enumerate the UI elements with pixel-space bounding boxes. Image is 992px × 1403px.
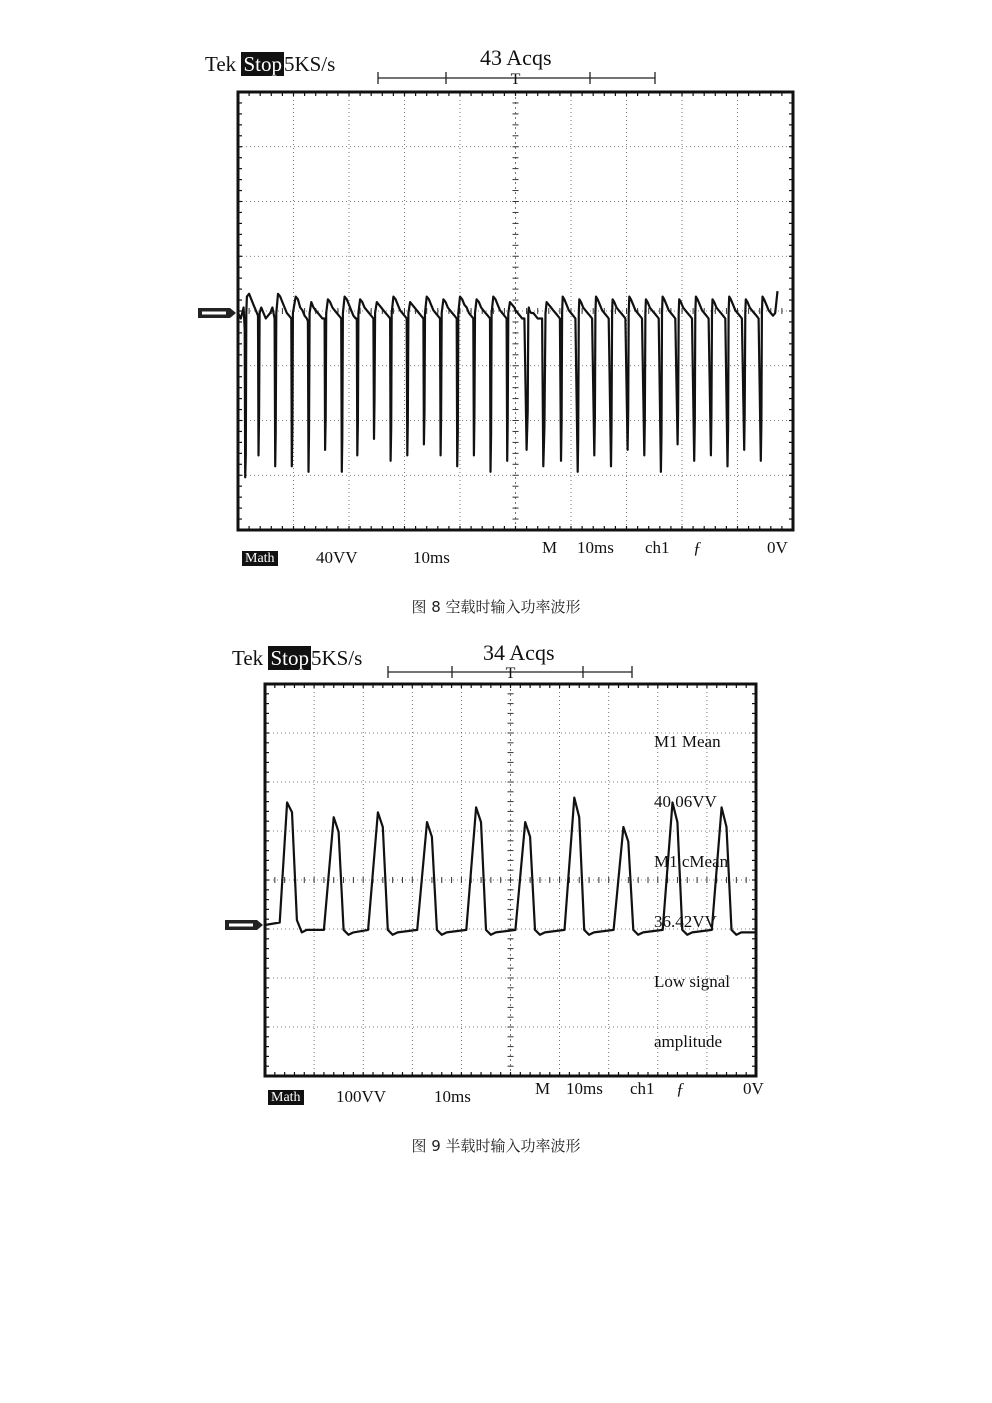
scope-2-trigger-level: 0V xyxy=(743,1079,764,1098)
scope-1-channel: ch1 xyxy=(645,538,670,557)
scope-2-meas-2: M1 cMean xyxy=(654,852,729,871)
scope-1-rate: 5KS/s xyxy=(283,52,336,76)
scope-2-brand: Tek xyxy=(232,646,264,670)
scope-2-m-time: 10ms xyxy=(566,1079,603,1098)
scope-1-caption: 图 8 空载时输入功率波形 xyxy=(411,598,581,616)
scope-2-caption: 图 9 半载时输入功率波形 xyxy=(411,1137,581,1155)
scope-2-channel: ch1 xyxy=(630,1079,655,1098)
scope-2-m-label: M xyxy=(535,1079,551,1098)
scope-2-timebase: 10ms xyxy=(434,1087,471,1106)
scope-1-state-badge: Stop xyxy=(243,52,282,76)
scope-1-m-time: 10ms xyxy=(577,538,614,557)
scope-1-trigger-pos-icon: T xyxy=(510,71,521,88)
scope-1-trigger-icon: ƒ xyxy=(693,538,702,557)
scope-2-meas-5: amplitude xyxy=(654,1032,722,1051)
scope-2-vscale: 100VV xyxy=(336,1087,387,1106)
scope-1-trigger-level: 0V xyxy=(767,538,788,557)
scope-2-meas-0: M1 Mean xyxy=(654,732,721,751)
scope-1-math-badge: Math xyxy=(242,551,278,566)
scope-2-meas-4: Low signal xyxy=(654,972,731,991)
scope-2-ground-marker-icon xyxy=(225,920,263,930)
scope-2-trigger-pos-icon: T xyxy=(505,665,516,682)
scope-2-acqs: 34 Acqs xyxy=(483,640,555,665)
scope-2-math-badge: Math xyxy=(268,1090,304,1105)
scope-2-rate: 5KS/s xyxy=(310,646,363,670)
scope-2-meas-1: 40.06VV xyxy=(654,792,717,811)
scope-2-meas-3: 36.42VV xyxy=(654,912,717,931)
scope-2-measurements xyxy=(654,692,730,1092)
scope-1-m-label: M xyxy=(542,538,558,557)
scope-2-state-badge: Stop xyxy=(270,646,309,670)
scope-1-acqs: 43 Acqs xyxy=(480,45,552,70)
scope-1-vscale: 40VV xyxy=(316,548,358,567)
scope-1-brand: Tek xyxy=(205,52,237,76)
scope-2-trigger-icon: ƒ xyxy=(676,1079,685,1098)
scope-1-timebase: 10ms xyxy=(413,548,450,567)
